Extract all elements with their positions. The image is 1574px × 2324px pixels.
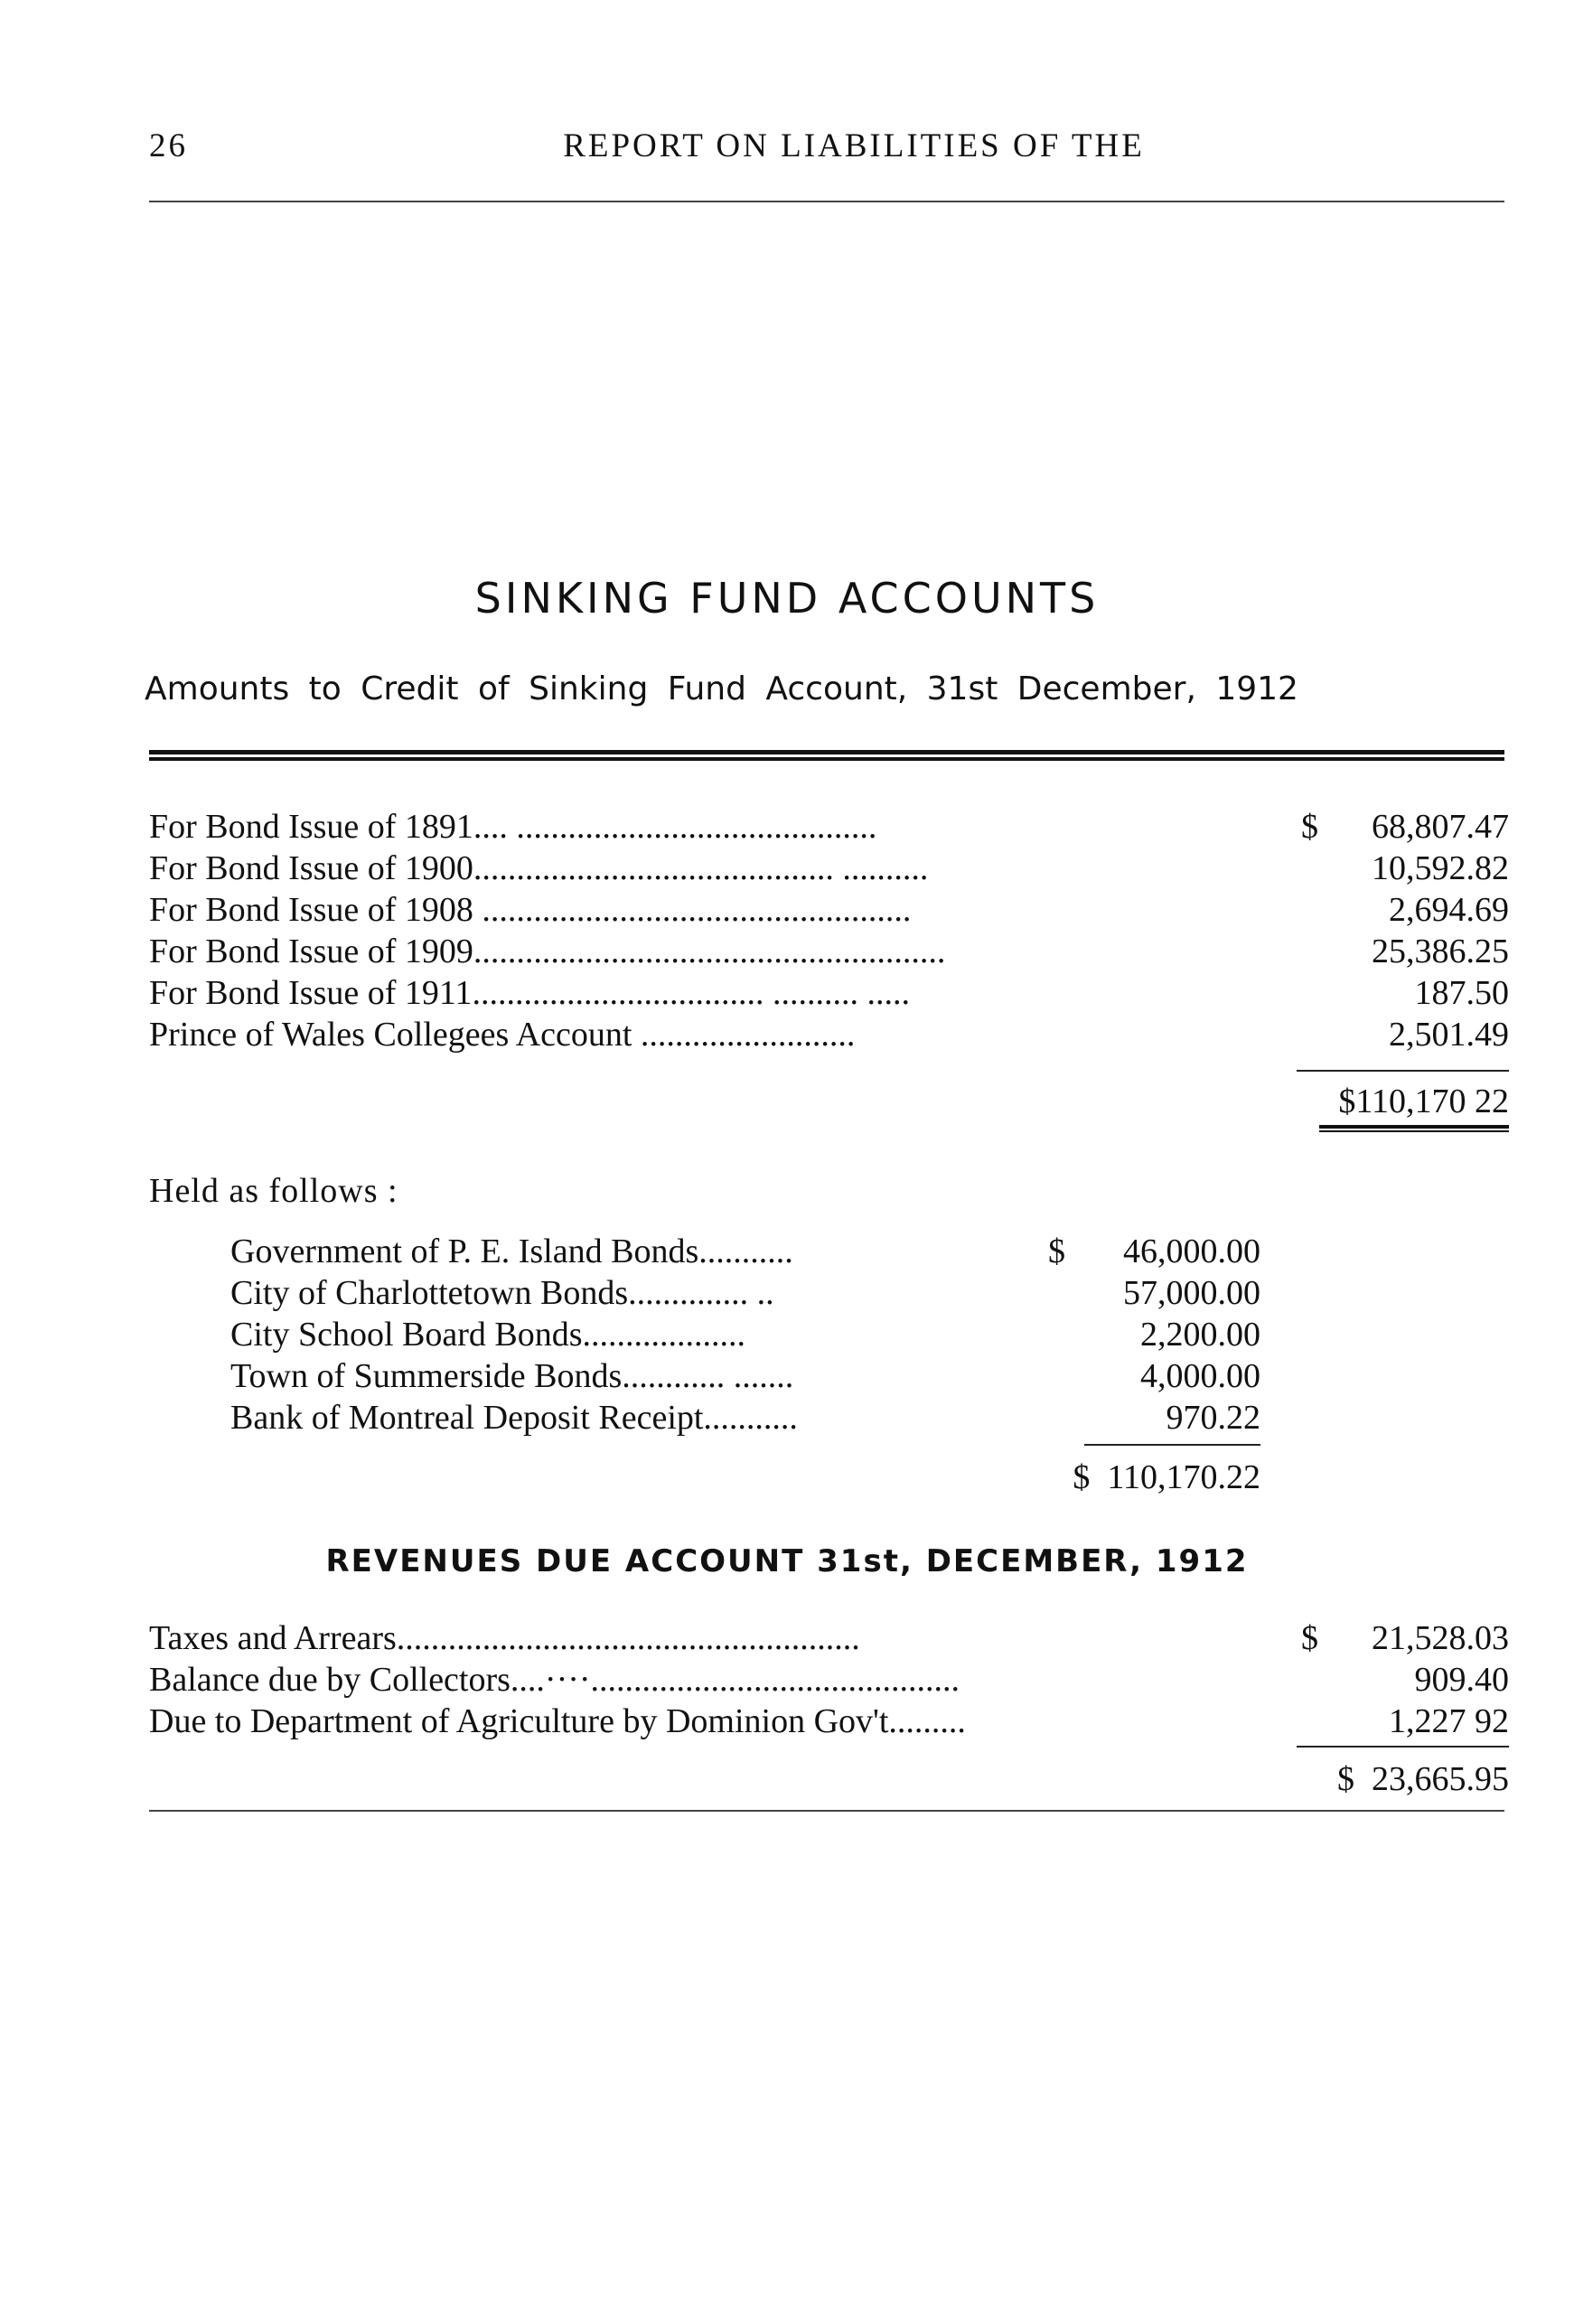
table-row	[149, 848, 1509, 889]
subtotal-rule	[1297, 1746, 1509, 1748]
row-amount: 4,000.00	[1140, 1357, 1260, 1395]
row-label: Bank of Montreal Deposit Receipt...........	[230, 1399, 798, 1437]
row-amount: 187.50	[1414, 974, 1509, 1012]
total-amount: $ 110,170.22	[1073, 1458, 1260, 1496]
row-label: Taxes and Arrears......................................................	[149, 1619, 860, 1657]
row-label: Balance due by Collectors....····...........................................	[149, 1661, 960, 1699]
table-row	[230, 1231, 1260, 1272]
row-amount: 909.40	[1414, 1661, 1509, 1699]
total-amount: $ 23,665.95	[1337, 1760, 1509, 1798]
row-amount: 46,000.00	[1123, 1232, 1260, 1270]
row-label: City of Charlottetown Bonds.............. ..	[230, 1274, 774, 1312]
table-row	[149, 1014, 1509, 1055]
row-amount: 2,694.69	[1389, 891, 1509, 929]
table-row	[149, 806, 1509, 848]
table-row	[230, 1314, 1260, 1355]
row-label: For Bond Issue of 1911.................................. .......... .....	[149, 974, 910, 1012]
row-label: Town of Summerside Bonds............ .......	[230, 1357, 794, 1395]
row-label: Prince of Wales Collegees Account .........................	[149, 1016, 856, 1054]
table-row	[149, 931, 1509, 972]
double-rule	[149, 750, 1504, 761]
row-label: For Bond Issue of 1900.......................................... ..........	[149, 849, 929, 887]
section-title: SINKING FUND ACCOUNTS	[474, 574, 1100, 623]
dollar-sign: $	[1048, 1232, 1065, 1270]
total-row	[1247, 1081, 1509, 1122]
row-amount: 57,000.00	[1123, 1274, 1260, 1312]
subtotal-rule	[1084, 1444, 1260, 1446]
row-amount: 2,200.00	[1140, 1316, 1260, 1354]
row-label: For Bond Issue of 1908 ..................................................	[149, 891, 912, 929]
table-row	[230, 1272, 1260, 1314]
row-label: For Bond Issue of 1891.... ..........................................	[149, 808, 877, 846]
table-row	[230, 1355, 1260, 1397]
table-row	[149, 1659, 1509, 1701]
row-label: For Bond Issue of 1909.......................................................	[149, 932, 946, 970]
table-row	[149, 889, 1509, 931]
dollar-sign: $	[1301, 1619, 1318, 1657]
row-amount: 21,528.03	[1372, 1619, 1509, 1657]
page-number: 26	[149, 127, 188, 164]
section-subtitle: Amounts to Credit of Sinking Fund Account, 31st December, 1912	[145, 670, 1298, 708]
row-amount: 25,386.25	[1372, 932, 1509, 970]
row-amount: 10,592.82	[1372, 849, 1509, 887]
row-amount: 970.22	[1166, 1399, 1260, 1437]
total-row	[1247, 1758, 1509, 1800]
table-row	[149, 1701, 1509, 1742]
dollar-sign: $	[1301, 808, 1318, 846]
header-rule	[149, 201, 1504, 202]
subtotal-rule	[1297, 1070, 1509, 1072]
row-amount: 2,501.49	[1389, 1016, 1509, 1054]
table-row	[149, 972, 1509, 1014]
running-head	[149, 127, 1504, 172]
running-title: REPORT ON LIABILITIES OF THE	[563, 127, 1145, 164]
total-row	[994, 1457, 1260, 1498]
row-label: Due to Department of Agriculture by Dominion Gov't.........	[149, 1702, 966, 1740]
total-amount: $110,170 22	[1338, 1082, 1509, 1120]
revenues-heading: REVENUES DUE ACCOUNT 31st, DECEMBER, 1912	[325, 1543, 1249, 1579]
row-amount: 1,227 92	[1389, 1702, 1509, 1740]
held-heading: Held as follows :	[149, 1172, 398, 1210]
row-amount: 68,807.47	[1372, 808, 1509, 846]
footer-rule	[149, 1810, 1504, 1812]
table-row	[149, 1617, 1509, 1659]
table-row	[230, 1397, 1260, 1438]
row-label: Government of P. E. Island Bonds...........	[230, 1232, 793, 1270]
row-label: City School Board Bonds...................	[230, 1316, 746, 1354]
total-double-underline	[1319, 1125, 1509, 1132]
